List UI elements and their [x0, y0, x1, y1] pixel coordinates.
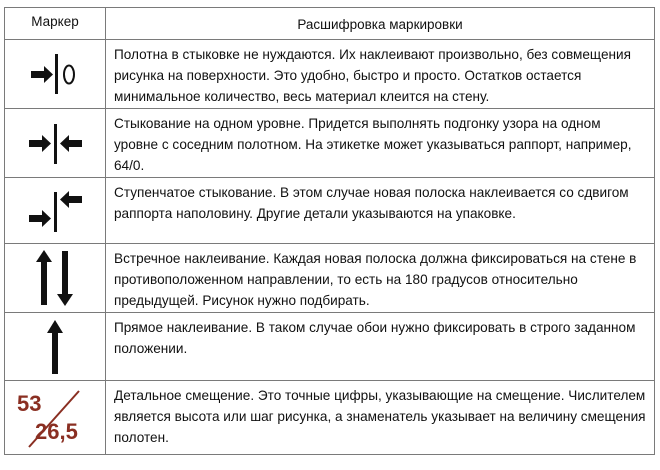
- table-row: [5, 39, 654, 108]
- description-cell: Полотна в стыковке не нуждаются. Их наклеивают произвольно, без совмещения рисунка на поверхности. Это удобно, быстро и просто. Остатков остается минимальное количество, весь материал клеится на стену.: [114, 47, 631, 104]
- marker-cell: [5, 109, 106, 177]
- fraction-icon: [5, 385, 105, 451]
- table-row: [5, 380, 654, 454]
- header-marker: Маркер: [5, 8, 106, 39]
- description-cell: Ступенчатое стыкование. В этом случае новая полоска наклеивается со сдвигом раппорта наполовину. Другие детали указываются на упаковке.: [114, 185, 629, 221]
- arrows-up-down-icon: [30, 248, 80, 308]
- marker-cell: [5, 313, 106, 380]
- description-cell: Детальное смещение. Это точные цифры, указывающие на смещение. Числителем является высота или шаг рисунка, а знаменатель указывает на величину смещения полотен.: [114, 388, 646, 445]
- description-cell: Встречное наклеивание. Каждая новая полоска должна фиксироваться на стене в противоположенном направлении, то есть на 180 градусов относительно предыдущей. Рисунок нужно подбирать.: [114, 251, 637, 308]
- marker-cell: [5, 244, 106, 312]
- fraction-denominator: 26,5: [35, 418, 78, 444]
- description-cell: Стыкование на одном уровне. Придется выполнять подгонку узора на одном уровне с соседним полотном. На этикетке может указываться раппорт, например, 64/0.: [114, 116, 632, 173]
- marker-cell: [5, 178, 106, 243]
- table-row: [5, 243, 654, 312]
- arrow-up-icon: [40, 318, 70, 376]
- table-row: [5, 177, 654, 243]
- arrows-converge-bar-icon: [23, 118, 87, 168]
- arrow-right-bar-oval-icon: [25, 49, 85, 99]
- marker-cell: [5, 381, 106, 454]
- table-row: [5, 312, 654, 380]
- header-description: Расшифровка маркировки: [297, 17, 463, 32]
- table-header: [5, 8, 654, 39]
- arrows-offset-bar-icon: [23, 186, 87, 236]
- marking-table: [4, 7, 655, 455]
- description-cell: Прямое наклеивание. В таком случае обои нужно фиксировать в строго заданном положении.: [114, 320, 636, 356]
- marker-cell: [5, 40, 106, 108]
- fraction-numerator: 53: [17, 390, 42, 416]
- table-row: [5, 108, 654, 177]
